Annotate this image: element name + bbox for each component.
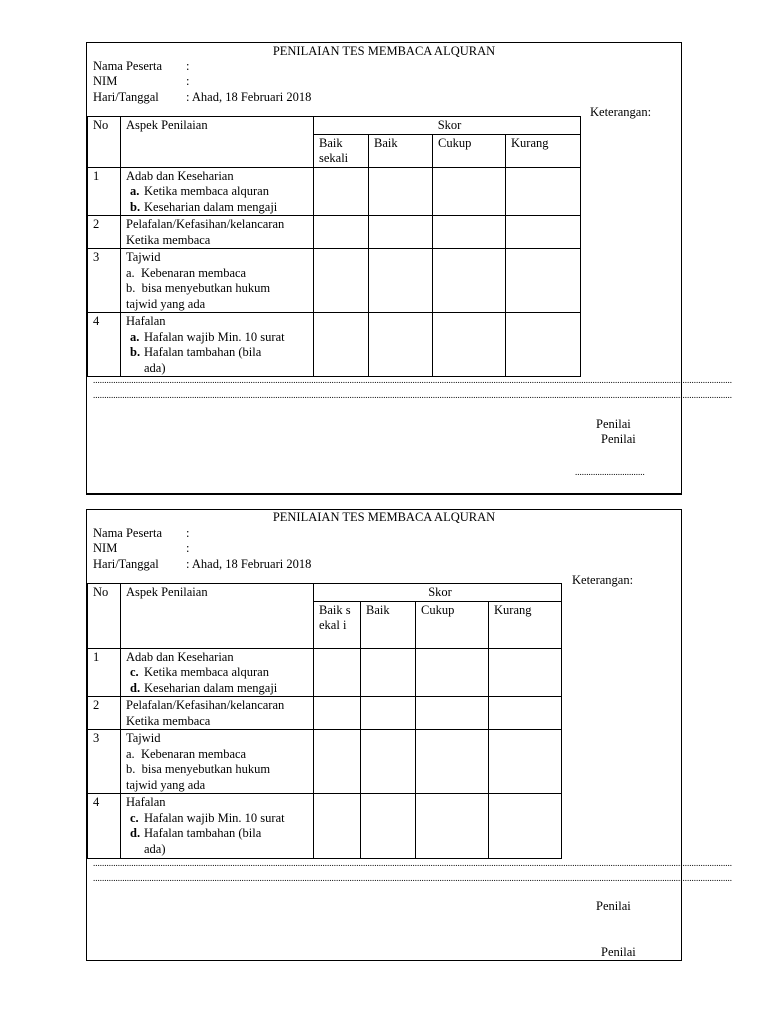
row-aspek bbox=[121, 730, 314, 794]
table-row bbox=[88, 167, 581, 216]
row-title: Hafalan bbox=[126, 314, 166, 328]
score-cell[interactable] bbox=[416, 730, 489, 794]
notes-line[interactable]: ............................................................................................................................................................................................................................................................................................ bbox=[93, 873, 732, 883]
score-cell[interactable] bbox=[361, 730, 416, 794]
field-value-nama[interactable]: : bbox=[186, 526, 190, 540]
row-aspek bbox=[121, 313, 314, 377]
row-aspek bbox=[121, 167, 314, 216]
score-cell[interactable] bbox=[416, 794, 489, 859]
row-item: b. bisa menyebutkan hukum bbox=[126, 281, 271, 295]
row-item-cont: ada) bbox=[144, 360, 166, 375]
row-no: 4 bbox=[88, 313, 121, 377]
row-aspek bbox=[121, 216, 314, 249]
score-cell[interactable] bbox=[506, 216, 581, 249]
row-item: a. Kebenaran membaca bbox=[126, 265, 247, 280]
score-cell[interactable] bbox=[489, 648, 562, 697]
score-cell[interactable] bbox=[369, 249, 433, 313]
form-title: PENILAIAN TES MEMBACA ALQURAN bbox=[272, 510, 496, 524]
row-item: b. bisa menyebutkan hukum bbox=[126, 762, 271, 776]
row-no: 3 bbox=[88, 249, 121, 313]
field-value-nim[interactable]: : bbox=[186, 74, 190, 88]
row-item-cont: ada) bbox=[144, 841, 166, 856]
row-title-cont: Ketika membaca bbox=[126, 232, 211, 247]
table-row bbox=[88, 648, 562, 697]
row-no: 1 bbox=[88, 648, 121, 697]
field-value-tanggal[interactable]: : Ahad, 18 Februari 2018 bbox=[186, 90, 312, 104]
row-item-cont: tajwid yang ada bbox=[126, 777, 206, 792]
row-title-cont: Ketika membaca bbox=[126, 713, 211, 728]
score-col-kurang: Kurang bbox=[489, 601, 562, 648]
header-no: No bbox=[88, 584, 121, 649]
score-cell[interactable] bbox=[314, 313, 369, 377]
row-item: a. Hafalan wajib Min. 10 surat bbox=[130, 329, 285, 344]
penilai-label: Penilai bbox=[601, 432, 636, 446]
form-title: PENILAIAN TES MEMBACA ALQURAN bbox=[272, 44, 496, 58]
field-label-nama: Nama Peserta bbox=[93, 59, 163, 73]
row-aspek bbox=[121, 697, 314, 730]
row-title: Adab dan Keseharian bbox=[126, 168, 234, 183]
row-aspek bbox=[121, 249, 314, 313]
score-cell[interactable] bbox=[489, 794, 562, 859]
score-cell[interactable] bbox=[506, 167, 581, 216]
score-col-cukup: Cukup bbox=[433, 134, 506, 167]
score-col-baik: Baik bbox=[369, 134, 433, 167]
table-row bbox=[88, 313, 581, 377]
table-row bbox=[88, 730, 562, 794]
score-cell[interactable] bbox=[314, 648, 361, 697]
header-no: No bbox=[88, 117, 121, 168]
table-row bbox=[88, 697, 562, 730]
score-cell[interactable] bbox=[489, 730, 562, 794]
row-item-cont: tajwid yang ada bbox=[126, 296, 206, 311]
table-row bbox=[88, 216, 581, 249]
score-cell[interactable] bbox=[314, 794, 361, 859]
row-title: Tajwid bbox=[126, 250, 161, 264]
header-skor: Skor bbox=[314, 117, 581, 135]
score-cell[interactable] bbox=[314, 697, 361, 730]
row-item: c. Ketika membaca alquran bbox=[130, 665, 269, 679]
row-item: c. Hafalan wajib Min. 10 surat bbox=[130, 810, 285, 825]
score-cell[interactable] bbox=[489, 697, 562, 730]
score-cell[interactable] bbox=[433, 167, 506, 216]
header-aspek: Aspek Penilaian bbox=[121, 584, 314, 649]
score-cell[interactable] bbox=[433, 313, 506, 377]
form-divider bbox=[86, 493, 682, 494]
table-row bbox=[88, 249, 581, 313]
score-cell[interactable] bbox=[314, 249, 369, 313]
score-cell[interactable] bbox=[314, 167, 369, 216]
notes-line[interactable]: ............................................................................................................................................................................................................................................................................................ bbox=[93, 375, 732, 385]
score-cell[interactable] bbox=[506, 249, 581, 313]
row-item: b. Hafalan tambahan (bila bbox=[130, 345, 262, 359]
score-cell[interactable] bbox=[433, 216, 506, 249]
score-table bbox=[87, 116, 581, 377]
field-value-nama[interactable]: : bbox=[186, 59, 190, 73]
score-cell[interactable] bbox=[369, 313, 433, 377]
row-aspek bbox=[121, 794, 314, 859]
row-item: d. Hafalan tambahan (bila bbox=[130, 826, 262, 840]
field-label-nim: NIM bbox=[93, 74, 118, 88]
score-cell[interactable] bbox=[369, 216, 433, 249]
score-col-baik-sekali: Baik sekal i bbox=[314, 601, 361, 648]
field-label-nim: NIM bbox=[93, 541, 118, 555]
score-cell[interactable] bbox=[361, 697, 416, 730]
score-cell[interactable] bbox=[369, 167, 433, 216]
keterangan-label: Keterangan: bbox=[572, 573, 634, 587]
row-title: Pelafalan/Kefasihan/kelancaran bbox=[126, 217, 285, 231]
row-item: b. Keseharian dalam mengaji bbox=[130, 199, 278, 214]
row-title: Adab dan Keseharian bbox=[126, 649, 234, 664]
score-col-baik: Baik bbox=[361, 601, 416, 648]
row-title: Tajwid bbox=[126, 731, 161, 745]
row-title: Pelafalan/Kefasihan/kelancaran bbox=[126, 698, 285, 712]
notes-line[interactable]: ............................................................................................................................................................................................................................................................................................ bbox=[93, 858, 732, 868]
penilai-label: Penilai bbox=[596, 417, 631, 431]
field-label-tanggal: Hari/Tanggal bbox=[93, 90, 159, 104]
field-value-tanggal[interactable]: : Ahad, 18 Februari 2018 bbox=[186, 557, 312, 571]
score-cell[interactable] bbox=[361, 794, 416, 859]
row-title: Hafalan bbox=[126, 795, 166, 809]
score-cell[interactable] bbox=[506, 313, 581, 377]
row-no: 4 bbox=[88, 794, 121, 859]
row-no: 1 bbox=[88, 167, 121, 216]
field-label-tanggal: Hari/Tanggal bbox=[93, 557, 159, 571]
score-cell[interactable] bbox=[416, 648, 489, 697]
row-item: a. Ketika membaca alquran bbox=[130, 184, 269, 198]
notes-line[interactable]: ............................................................................................................................................................................................................................................................................................ bbox=[93, 390, 732, 400]
score-cell[interactable] bbox=[361, 648, 416, 697]
score-cell[interactable] bbox=[314, 216, 369, 249]
penilai-label: Penilai bbox=[601, 945, 636, 959]
score-col-cukup: Cukup bbox=[416, 601, 489, 648]
row-item: a. Kebenaran membaca bbox=[126, 746, 247, 761]
penilai-label: Penilai bbox=[596, 899, 631, 913]
field-value-nim[interactable]: : bbox=[186, 541, 190, 555]
field-label-nama: Nama Peserta bbox=[93, 526, 163, 540]
score-cell[interactable] bbox=[416, 697, 489, 730]
score-cell[interactable] bbox=[433, 249, 506, 313]
row-no: 3 bbox=[88, 730, 121, 794]
signature-line[interactable]: ............................... bbox=[575, 467, 645, 477]
score-table bbox=[87, 583, 562, 859]
header-skor: Skor bbox=[314, 584, 562, 602]
row-item: d. Keseharian dalam mengaji bbox=[130, 680, 278, 695]
score-cell[interactable] bbox=[314, 730, 361, 794]
row-no: 2 bbox=[88, 697, 121, 730]
table-row bbox=[88, 794, 562, 859]
row-aspek bbox=[121, 648, 314, 697]
row-no: 2 bbox=[88, 216, 121, 249]
score-col-kurang: Kurang bbox=[506, 134, 581, 167]
header-aspek: Aspek Penilaian bbox=[121, 117, 314, 168]
keterangan-label: Keterangan: bbox=[590, 105, 652, 119]
score-col-baik-sekali: Baik sekali bbox=[314, 134, 369, 167]
